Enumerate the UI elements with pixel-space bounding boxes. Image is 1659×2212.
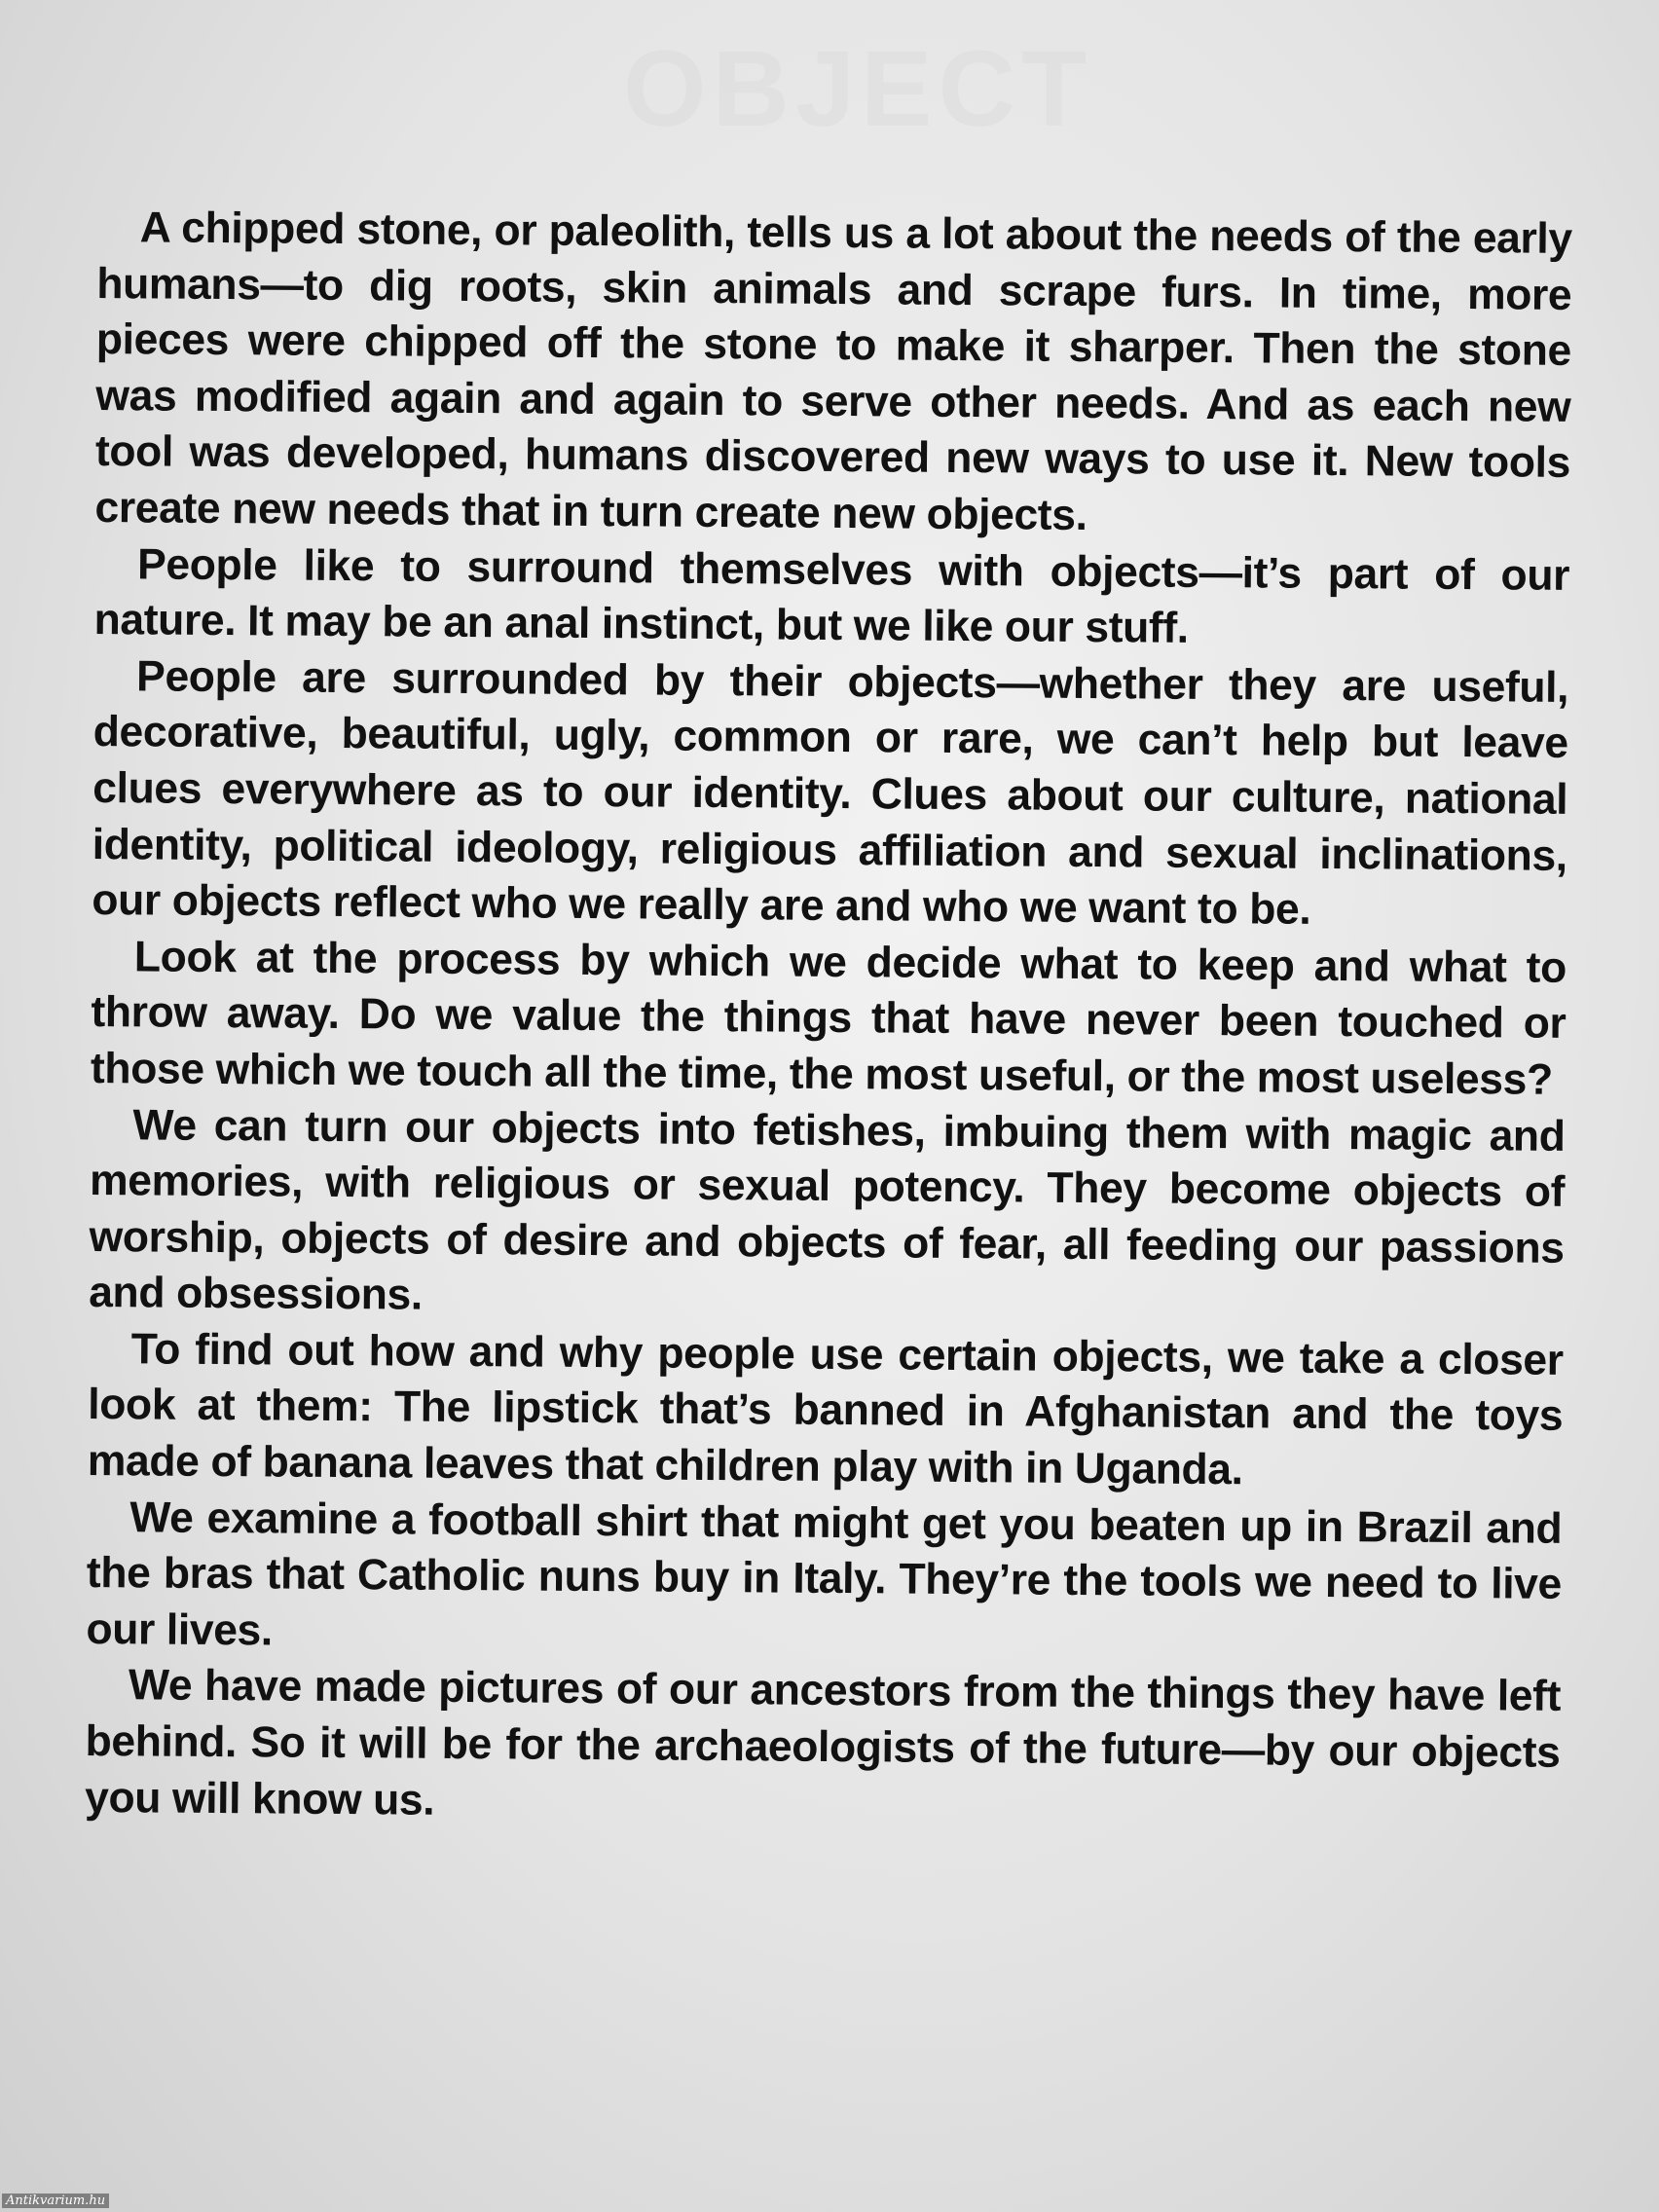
paragraph-fetishes: We can turn our objects into fetishes, imbuing them with magic and memories, with religious or sexual potency. They become objects of worship, objects of desire and objects of fear, all feeding our passions and obsessions. — [88, 1100, 1566, 1319]
body-text — [85, 200, 1572, 1837]
paragraph-identity: People are surrounded by their objects—whether they are useful, decorative, beautiful, ugly, common or rare, we can’t help but leave clues everywhere as to our identity. Clues about our culture, national identity, political ideology, religious affiliation and sexual inclinations, our objects reflect who we really are and who we want to be. — [92, 652, 1569, 934]
paragraph-football-shirt: We examine a football shirt that might get you beaten up in Brazil and the bras that Catholic nuns buy in Italy. They’re the tools we need to live our lives. — [86, 1493, 1563, 1655]
paragraph-keep-throw: Look at the process by which we decide what to keep and what to throw away. Do we value the things that have never been touched or those which we touch all the time, the most useful, or the most useless? — [90, 933, 1567, 1104]
paragraph-surround: People like to surround themselves with objects—it’s part of our nature. It may be an anal instinct, but we like our stuff. — [93, 539, 1570, 652]
paragraph-paleolith: A chipped stone, or paleolith, tells us a lot about the needs of the early humans—to dig roots, skin animals and scrape furs. In time, more pieces were chipped off the stone to make it sharper. Then the stone was modified again and again to serve other needs. And as each new tool was developed, humans discovered new ways to use it. New tools create new needs that in turn create new objects. — [94, 203, 1572, 539]
faded-heading: OBJECT — [623, 29, 1093, 149]
watermark-logo: Antikvarium.hu — [2, 2194, 109, 2208]
paragraph-ancestors: We have made pictures of our ancestors from the things they have left behind. So it will be for the archaeologists of the future—by our objects you will know us. — [84, 1661, 1562, 1825]
paragraph-closer-look: To find out how and why people use certain objects, we take a closer look at them: The lipstick that’s banned in Afghanistan and the toys made of banana leaves that children play with in Uganda. — [87, 1325, 1564, 1494]
